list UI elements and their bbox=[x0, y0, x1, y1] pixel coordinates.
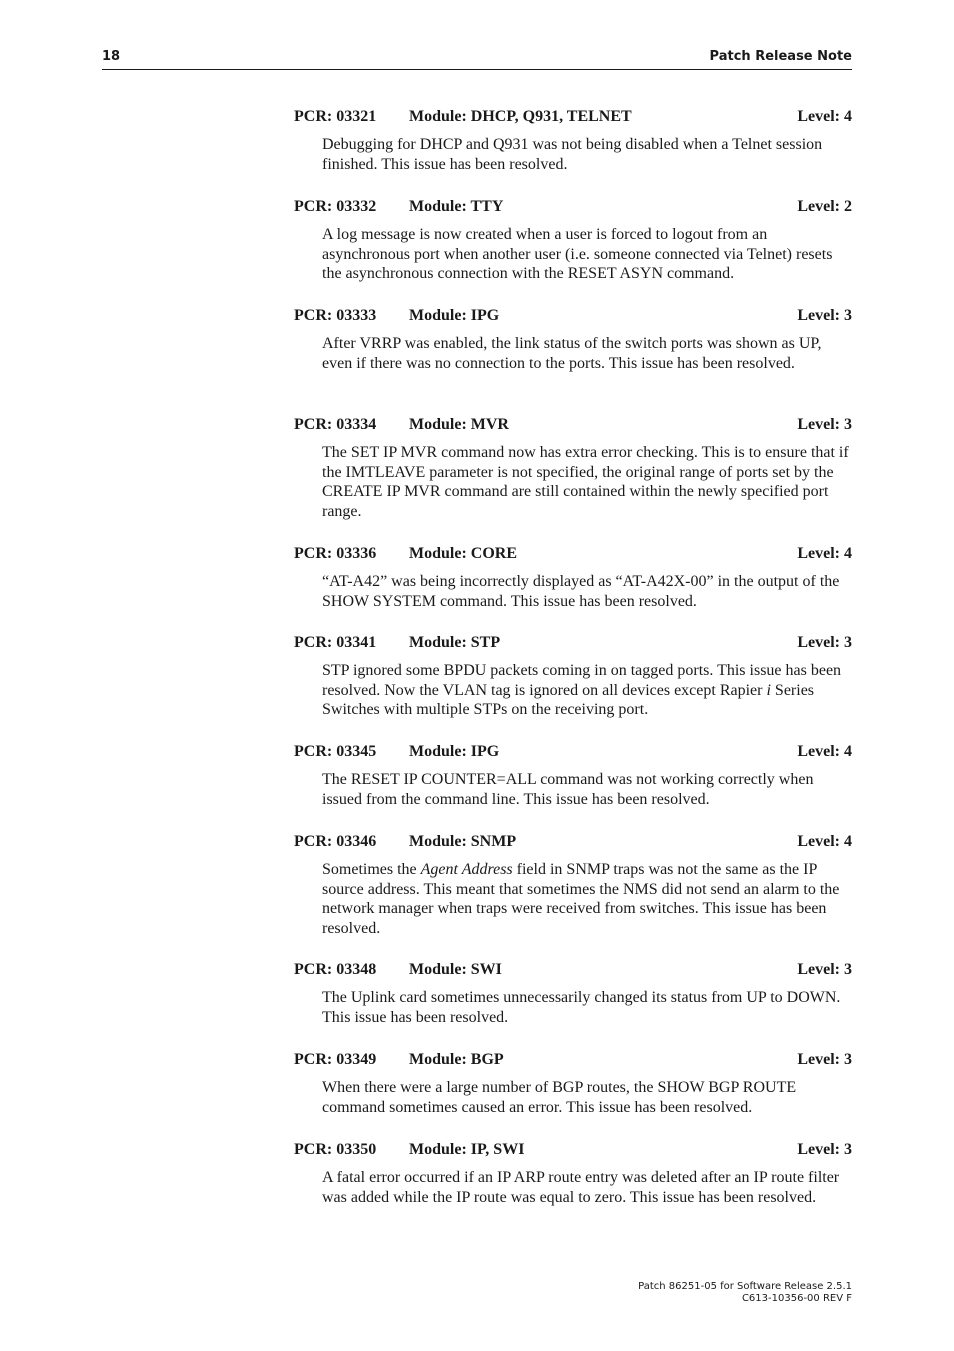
pcr-description: “AT-A42” was being incorrectly displayed as “AT-A42X-00” in the output of the SHOW SYSTEM command. This issue has been resolved. bbox=[322, 573, 840, 610]
pcr-level: Level: 4 bbox=[797, 833, 852, 850]
pcr-level: Level: 3 bbox=[797, 634, 852, 651]
pcr-heading bbox=[294, 741, 852, 763]
pcr-number: PCR: 03332 bbox=[294, 198, 377, 215]
page-footer bbox=[638, 1281, 852, 1305]
pcr-level: Level: 3 bbox=[797, 961, 852, 978]
pcr-description: A log message is now created when a user is forced to logout from an asynchronous port when another user (i.e. someone connected via Telnet) resets the asynchronous connection with the RESET ASYN command. bbox=[322, 226, 833, 282]
pcr-description: The SET IP MVR command now has extra error checking. This is to ensure that if the IMTLEAVE parameter is not specified, the original range of ports set by the CREATE IP MVR command are still contained within the newly specified port range. bbox=[322, 444, 849, 520]
pcr-number: PCR: 03345 bbox=[294, 743, 377, 760]
page-header bbox=[102, 47, 852, 70]
pcr-level: Level: 4 bbox=[797, 545, 852, 562]
pcr-description-text: Series Switches with multiple STPs on the receiving port. bbox=[322, 681, 815, 718]
pcr-description: When there were a large number of BGP routes, the SHOW BGP ROUTE command sometimes caused an error. This issue has been resolved. bbox=[322, 1079, 797, 1116]
pcr-entry bbox=[294, 632, 852, 720]
pcr-entry bbox=[294, 196, 852, 284]
pcr-heading bbox=[294, 305, 852, 327]
page-number: 18 bbox=[102, 49, 121, 64]
pcr-level: Level: 4 bbox=[797, 108, 852, 125]
pcr-heading bbox=[294, 414, 852, 436]
pcr-number: PCR: 03334 bbox=[294, 416, 377, 433]
pcr-number: PCR: 03349 bbox=[294, 1051, 377, 1068]
pcr-entry bbox=[294, 305, 852, 373]
document-title: Patch Release Note bbox=[709, 49, 852, 64]
pcr-number: PCR: 03336 bbox=[294, 545, 377, 562]
pcr-description-text: Sometimes the bbox=[322, 861, 421, 878]
pcr-entry bbox=[294, 1049, 852, 1117]
pcr-level: Level: 3 bbox=[797, 416, 852, 433]
pcr-heading bbox=[294, 196, 852, 218]
pcr-heading bbox=[294, 831, 852, 853]
pcr-heading bbox=[294, 632, 852, 654]
pcr-description: The RESET IP COUNTER=ALL command was not working correctly when issued from the command line. This issue has been resolved. bbox=[322, 771, 814, 808]
pcr-description: The Uplink card sometimes unnecessarily changed its status from UP to DOWN. This issue has been resolved. bbox=[322, 989, 841, 1026]
pcr-number: PCR: 03348 bbox=[294, 961, 377, 978]
pcr-description-text: field in SNMP traps was not the same as the IP source address. This meant that sometimes the NMS did not send an alarm to the network manager when traps were received from switches. This issue has been resolved. bbox=[322, 861, 840, 937]
pcr-description-emphasis: Agent Address bbox=[420, 861, 513, 878]
pcr-number: PCR: 03333 bbox=[294, 307, 377, 324]
pcr-module: Module: CORE bbox=[409, 545, 517, 562]
footer-patch-line: Patch 86251-05 for Software Release 2.5.1 bbox=[638, 1281, 852, 1292]
pcr-number: PCR: 03350 bbox=[294, 1141, 377, 1158]
pcr-entry bbox=[294, 106, 852, 174]
pcr-module: Module: SWI bbox=[409, 961, 502, 978]
pcr-entry bbox=[294, 1139, 852, 1207]
pcr-heading bbox=[294, 1139, 852, 1161]
pcr-entry bbox=[294, 831, 852, 938]
pcr-module: Module: BGP bbox=[409, 1051, 504, 1068]
pcr-module: Module: IPG bbox=[409, 307, 500, 324]
pcr-entry bbox=[294, 741, 852, 809]
pcr-description: A fatal error occurred if an IP ARP route entry was deleted after an IP route filter was added while the IP route was equal to zero. This issue has been resolved. bbox=[322, 1169, 840, 1206]
pcr-module: Module: DHCP, Q931, TELNET bbox=[409, 108, 632, 125]
pcr-level: Level: 3 bbox=[797, 1051, 852, 1068]
pcr-module: Module: TTY bbox=[409, 198, 504, 215]
pcr-level: Level: 2 bbox=[797, 198, 852, 215]
pcr-heading bbox=[294, 543, 852, 565]
pcr-level: Level: 3 bbox=[797, 307, 852, 324]
pcr-entry bbox=[294, 414, 852, 521]
pcr-entry bbox=[294, 543, 852, 611]
pcr-number: PCR: 03346 bbox=[294, 833, 377, 850]
pcr-heading bbox=[294, 959, 852, 981]
footer-doc-code: C613-10356-00 REV F bbox=[741, 1293, 852, 1304]
pcr-heading bbox=[294, 1049, 852, 1071]
pcr-description: Debugging for DHCP and Q931 was not being disabled when a Telnet session finished. This issue has been resolved. bbox=[322, 136, 823, 173]
pcr-level: Level: 4 bbox=[797, 743, 852, 760]
pcr-level: Level: 3 bbox=[797, 1141, 852, 1158]
pcr-description-text: STP ignored some BPDU packets coming in on tagged ports. This issue has been resolved. Now the VLAN tag is ignored on all devices except Rapier bbox=[322, 662, 842, 699]
pcr-entry bbox=[294, 959, 852, 1027]
pcr-module: Module: MVR bbox=[409, 416, 509, 433]
pcr-number: PCR: 03321 bbox=[294, 108, 377, 125]
pcr-description-emphasis: i bbox=[766, 681, 771, 699]
pcr-module: Module: STP bbox=[409, 634, 501, 651]
pcr-heading bbox=[294, 106, 852, 128]
pcr-module: Module: IP, SWI bbox=[409, 1141, 525, 1158]
pcr-description: After VRRP was enabled, the link status of the switch ports was shown as UP, even if there was no connection to the ports. This issue has been resolved. bbox=[322, 335, 822, 372]
pcr-module: Module: IPG bbox=[409, 743, 500, 760]
pcr-description bbox=[322, 661, 852, 720]
pcr-description bbox=[322, 860, 852, 938]
pcr-number: PCR: 03341 bbox=[294, 634, 377, 651]
pcr-module: Module: SNMP bbox=[409, 833, 517, 850]
